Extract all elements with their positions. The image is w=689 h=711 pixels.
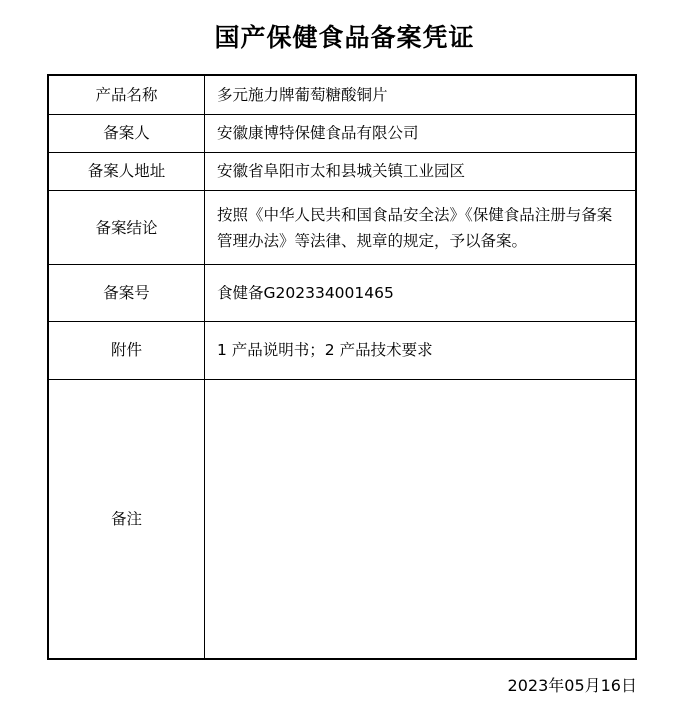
attachments-label: 附件 xyxy=(48,322,205,379)
table-row-conclusion xyxy=(48,190,636,264)
remarks-value xyxy=(205,379,637,659)
filer-label: 备案人 xyxy=(48,114,205,152)
table-row-filer-address xyxy=(48,152,636,190)
conclusion-label: 备案结论 xyxy=(48,190,205,264)
filer-address-value: 安徽省阜阳市太和县城关镇工业园区 xyxy=(205,152,637,190)
table-row-filing-number xyxy=(48,265,636,322)
filer-value: 安徽康博特保健食品有限公司 xyxy=(205,114,637,152)
table-row-remarks xyxy=(48,379,636,659)
filing-number-value: 食健备G202334001465 xyxy=(205,265,637,322)
document-title: 国产保健食品备案凭证 xyxy=(214,23,475,52)
attachments-value: 1 产品说明书；2 产品技术要求 xyxy=(205,322,637,379)
product-name-value: 多元施力牌葡萄糖酸铜片 xyxy=(205,75,637,114)
filing-table xyxy=(47,74,637,660)
issue-date: 2023年05月16日 xyxy=(507,676,637,695)
filer-address-label: 备案人地址 xyxy=(48,152,205,190)
table-row-product-name xyxy=(48,75,636,114)
conclusion-value: 按照《中华人民共和国食品安全法》《保健食品注册与备案管理办法》等法律、规章的规定，予以备案。 xyxy=(205,190,637,264)
product-name-label: 产品名称 xyxy=(48,75,205,114)
remarks-label: 备注 xyxy=(48,379,205,659)
filing-number-label: 备案号 xyxy=(48,265,205,322)
table-row-attachments xyxy=(48,322,636,379)
table-row-filer xyxy=(48,114,636,152)
